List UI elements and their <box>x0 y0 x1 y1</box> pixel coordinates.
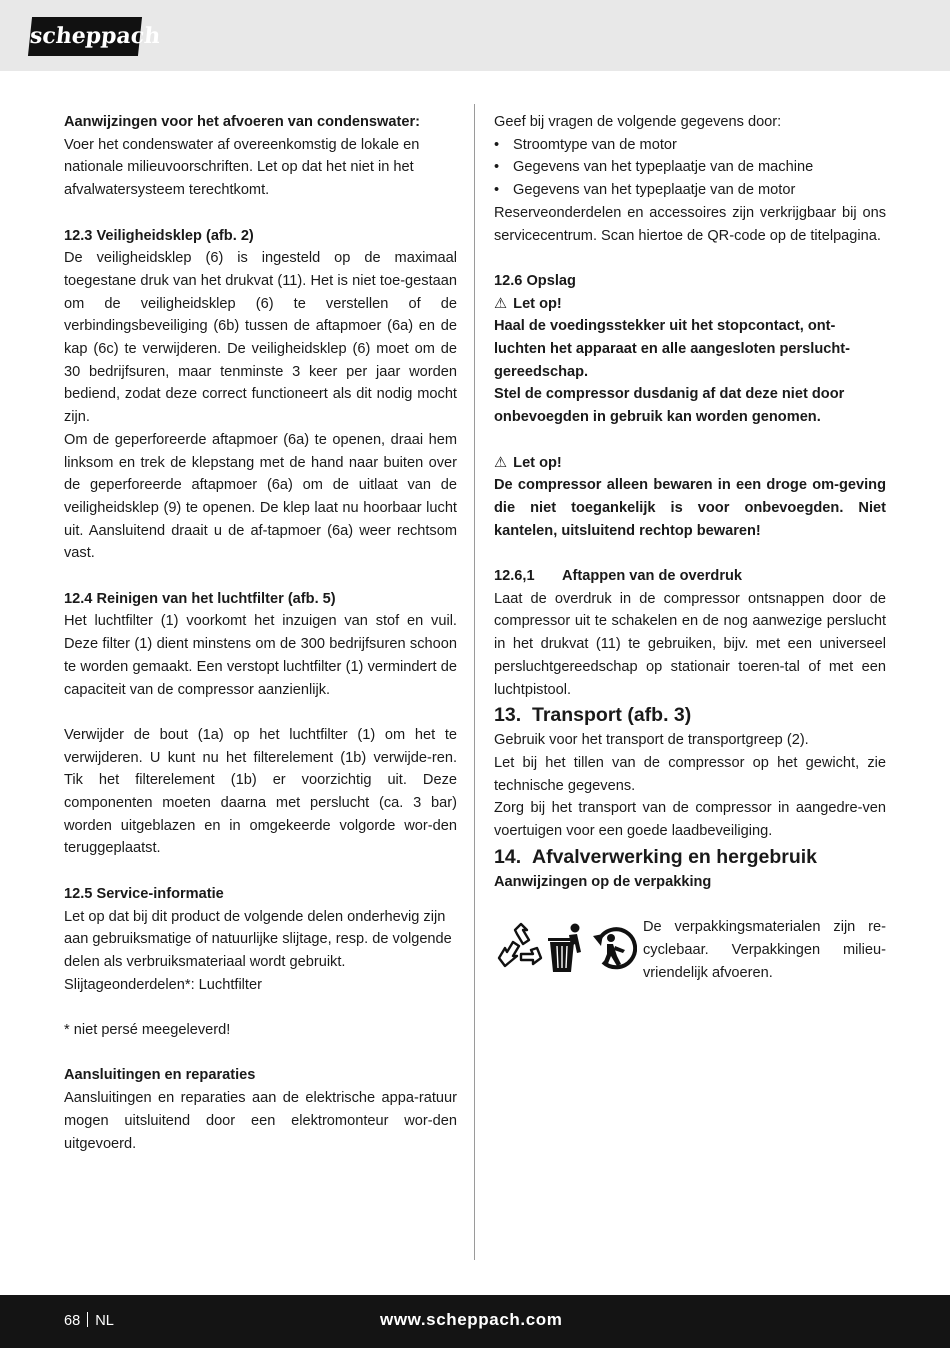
connections-heading: Aansluitingen en reparaties <box>64 1067 256 1084</box>
warning-text: Stel de compressor dusdanig af dat deze niet door onbevoegden in gebruik kan worden genomen. <box>494 386 845 426</box>
trash-bin-person-icon <box>547 922 587 974</box>
list-item: • Stroomtype van de motor <box>494 134 886 157</box>
packaging-heading: Aanwijzingen op de verpakking <box>494 873 712 890</box>
air-filter-text: Het luchtfilter (1) voorkomt het inzuigen van stof en vuil. Deze filter (1) dient minstens om de 300 bedrijfsuren schoon te worden gemaakt. Een verstopt luchtfilter (1) vermindert de capaciteit van de compressor aanzienlijk. <box>64 613 457 698</box>
air-filter-text: Verwijder de bout (1a) op het luchtfilter (1) om het te verwijderen. U kunt nu het filterelement (1b) verwijde-ren. Tik het filterelement (1b) er voorzichtig uit. Deze componenten moeten daarna met perslucht (ca. 3 bar) worden uitgeblazen en in omgekeerde volgorde wor-den teruggeplaatst. <box>64 726 457 857</box>
transport-text: Let bij het tillen van de compressor op het gewicht, zie technische gegevens. <box>494 754 886 794</box>
warning-label: ⚠ Let op! <box>494 295 562 312</box>
transport-text: Zorg bij het transport van de compressor in aangedre-ven voertuigen voor een goede laadbeveiliging. <box>494 800 886 840</box>
air-filter-heading: 12.4 Reinigen van het luchtfilter (afb. 5) <box>64 590 336 607</box>
right-column <box>494 111 886 984</box>
disposal-heading: 14. Afvalverwerking en hergebruik <box>494 845 818 868</box>
safety-valve-text: Om de geperforeerde aftapmoer (6a) te openen, draai hem linksom en trek de klepstang met de hand naar buiten over de geperforeerde aftapmoer (6a) om de uitlaat van de veiligheidsklep (9) te openen. De klep laat nu hoorbaar lucht uit. Aansluitend draait u de af-tapmoer (6a) weer rechtsom vast. <box>64 431 457 562</box>
page-footer <box>0 1295 950 1348</box>
storage-heading: 12.6 Opslag <box>494 272 576 289</box>
transport-text: Gebruik voor het transport de transportgreep (2). <box>494 732 809 749</box>
warning-triangle-icon: ⚠ <box>494 295 508 312</box>
warning-triangle-icon: ⚠ <box>494 454 508 471</box>
condensate-text: Voer het condenswater af overeenkomstig de lokale en nationale milieuvoorschriften. Let op dat het niet in het afvalwatersysteem terechtkomt. <box>64 136 420 199</box>
warning-text: Haal de voedingsstekker uit het stopcontact, ont-luchten het apparaat en alle aangesloten perslucht-gereedschap. <box>494 318 851 380</box>
recycling-symbols <box>497 922 637 976</box>
warning-text: De compressor alleen bewaren in een droge om-geving die niet toegankelijk is voor onbevoegden. Niet kantelen, uitsluitend rechtop bewaren! <box>494 477 886 539</box>
overpressure-text: Laat de overdruk in de compressor ontsnappen door de compressor uit te schakelen en de nog aanwezige perslucht in het drukvat (11) te gebruiken, bijv. met een universeel persluchtgereedschap op stationair toeren-tal of met een luchtpistool. <box>494 590 886 698</box>
page-header <box>0 0 950 71</box>
condensate-heading: Aanwijzingen voor het afvoeren van condenswater: <box>64 114 421 130</box>
footnote: * niet persé meegeleverd! <box>64 1022 231 1039</box>
page-number: 68 NL <box>64 1313 114 1329</box>
column-divider <box>474 104 475 1260</box>
transport-heading: 13. Transport (afb. 3) <box>494 704 692 727</box>
list-item: • Gegevens van het typeplaatje van de machine <box>494 156 886 179</box>
left-column <box>64 111 457 1155</box>
service-heading: 12.5 Service-informatie <box>64 885 224 902</box>
brand-logo: scheppach <box>28 17 142 56</box>
safety-valve-text: De veiligheidsklep (6) is ingesteld op de maximaal toegestane druk van het drukvat (11). Het is niet toe-gestaan om de veiligheidsklep (6) te verstellen of de verbindingsbeveiliging (6b) tussen de aftapmoer (6a) en de kap (6c) te verwijderen. De veiligheidsklep (6) moet om de 30 bedrijfsuren, maar tenminste 3 keer per jaar worden bediend, zodat deze correct functioneert als dit nodig mocht zijn. <box>64 250 457 426</box>
recycling-person-icon <box>591 922 637 972</box>
website-link[interactable]: www.scheppach.com <box>380 1310 563 1329</box>
warning-label: ⚠ Let op! <box>494 454 562 471</box>
service-text: Let op dat bij dit product de volgende delen onderhevig zijn aan gebruiksmatige of natuurlijke slijtage, resp. de volgende delen als verbruiksmateriaal wordt gebruikt. <box>64 908 452 970</box>
language-label: NL <box>95 1313 114 1329</box>
connections-text: Aansluitingen en reparaties aan de elektrische appa-ratuur mogen uitsluitend door een elektromonteur wor-den uitgevoerd. <box>64 1090 457 1152</box>
recycle-arrows-icon <box>497 922 545 972</box>
packaging-text: De verpakkingsmaterialen zijn re-cyclebaar. Verpakkingen milieu-vriendelijk afvoeren. <box>643 919 886 981</box>
packaging-recycling-block <box>494 916 886 984</box>
safety-valve-heading: 12.3 Veiligheidsklep (afb. 2) <box>64 227 254 244</box>
overpressure-heading: 12.6,1 Aftappen van de overdruk <box>494 568 743 585</box>
questions-intro: Geef bij vragen de volgende gegevens door: <box>494 114 782 130</box>
separator <box>87 1312 88 1327</box>
spare-parts-text: Reserveonderdelen en accessoires zijn verkrijgbaar bij ons servicecentrum. Scan hiertoe de QR-code op de titelpagina. <box>494 204 886 244</box>
list-item: • Gegevens van het typeplaatje van de motor <box>494 179 886 202</box>
wear-parts-text: Slijtageonderdelen*: Luchtfilter <box>64 976 262 993</box>
